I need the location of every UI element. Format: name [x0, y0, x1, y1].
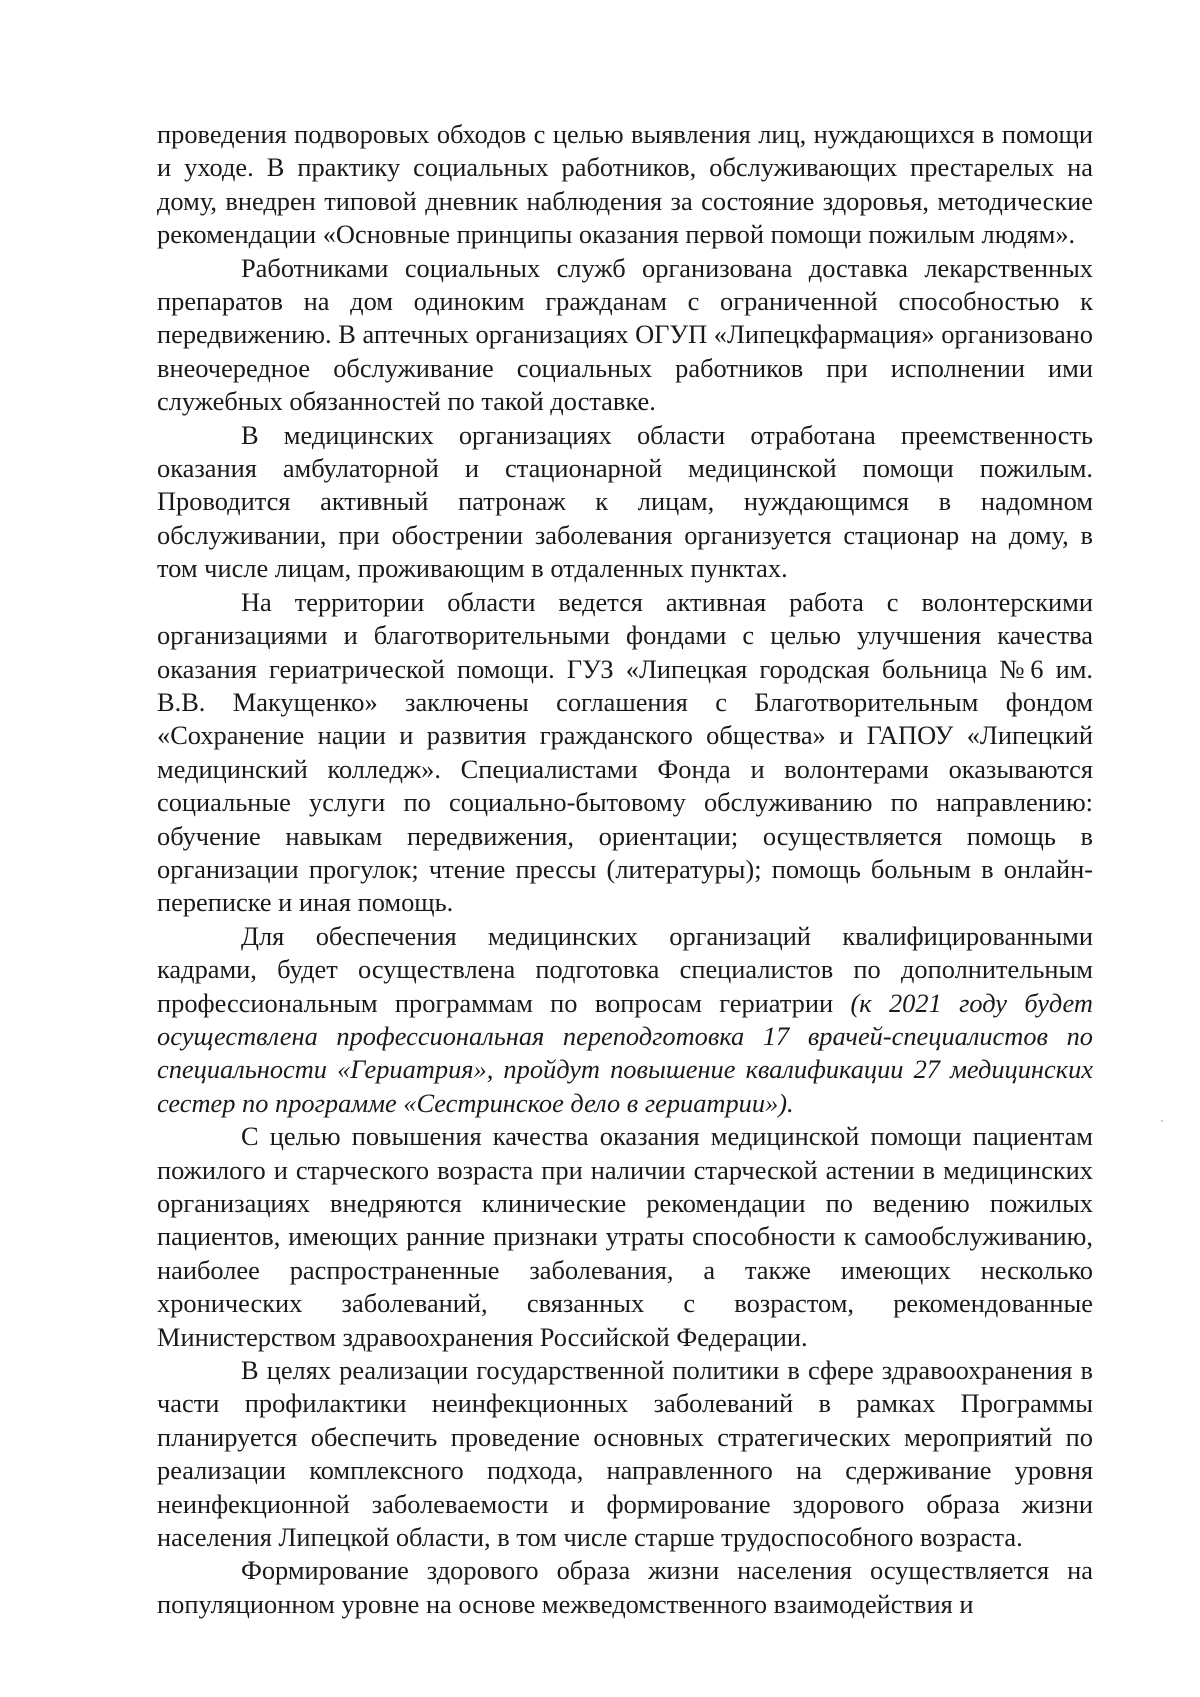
paragraph — [157, 1120, 1093, 1354]
paragraph-text: Работниками социальных служб организована доставка лекарственных препаратов на дом одиноким гражданам с ограниченной способностью к передвижению. В аптечных организациях ОГУП «Липецкфармация» организовано внеочередное обслуживание социальных работников при исполнении ими служебных обязанностей по такой доставке. — [157, 252, 1093, 417]
paragraph-italic-note: (к 2021 году будет осуществлена профессиональная переподготовка 17 врачей-специалистов по специальности «Гериатрия», пройдут повышение квалификации 27 медицинских сестер по программе «Сестринское дело в гериатрии»). — [157, 987, 1093, 1118]
paragraph — [157, 1354, 1093, 1554]
scan-speck — [1161, 1120, 1163, 1122]
paragraph — [157, 252, 1093, 419]
paragraph-text: В целях реализации государственной политики в сфере здравоохранения в части профилактики неинфекционных заболеваний в рамках Программы планируется обеспечить проведение основных стратегических мероприятий по реализации комплексного подхода, направленного на сдерживание уровня неинфекционной заболеваемости и формирование здорового образа жизни населения Липецкой области, в том числе старше трудоспособного возраста. — [157, 1355, 1093, 1553]
paragraph-continued — [157, 118, 1093, 252]
paragraph-text: Для обеспечения медицинских организаций квалифицированными кадрами, будет осуществлена подготовка специалистов по дополнительным профессиональным программам по вопросам гериатрии — [157, 920, 1093, 1018]
document-body — [157, 118, 1093, 1621]
paragraph-text: С целью повышения качества оказания медицинской помощи пациентам пожилого и старческого возраста при наличии старческой астении в медицинских организациях внедряются клинические рекомендации по ведению пожилых пациентов, имеющих ранние признаки утраты способности к самообслуживанию, наиболее распространенные заболевания, а также имеющих несколько хронических заболеваний, связанных с возрастом, рекомендованные Министерством здравоохранения Российской Федерации. — [157, 1121, 1093, 1352]
paragraph-text: На территории области ведется активная работа с волонтерскими организациями и благотворительными фондами с целью улучшения качества оказания гериатрической помощи. ГУЗ «Липецкая городская больница №6 им. В.В. Макущенко» заключены соглашения с Благотворительным фондом «Сохранение нации и развития гражданского общества» и ГАПОУ «Липецкий медицинский колледж». Специалистами Фонда и волонтерами оказываются социальные услуги по социально-бытовому обслуживанию по направлению: обучение навыкам передвижения, ориентации; осуществляется помощь в организации прогулок; чтение прессы (литературы); помощь больным в онлайн-переписке и иная помощь. — [157, 586, 1093, 918]
paragraph — [157, 419, 1093, 586]
paragraph-text: проведения подворовых обходов с целью выявления лиц, нуждающихся в помощи и уходе. В практику социальных работников, обслуживающих престарелых на дому, внедрен типовой дневник наблюдения за состояние здоровья, методические рекомендации «Основные принципы оказания первой помощи пожилым людям». — [157, 119, 1093, 250]
paragraph-continues — [157, 1554, 1093, 1621]
paragraph-text: Формирование здорового образа жизни населения осуществляется на популяционном уровне на основе межведомственного взаимодействия и — [157, 1555, 1093, 1619]
paragraph-text: В медицинских организациях области отработана преемственность оказания амбулаторной и стационарной медицинской помощи пожилым. Проводится активный патронаж к лицам, нуждающимся в надомном обслуживании, при обострении заболевания организуется стационар на дому, в том числе лицам, проживающим в отдаленных пунктах. — [157, 419, 1093, 584]
paragraph — [157, 920, 1093, 1120]
paragraph — [157, 586, 1093, 920]
